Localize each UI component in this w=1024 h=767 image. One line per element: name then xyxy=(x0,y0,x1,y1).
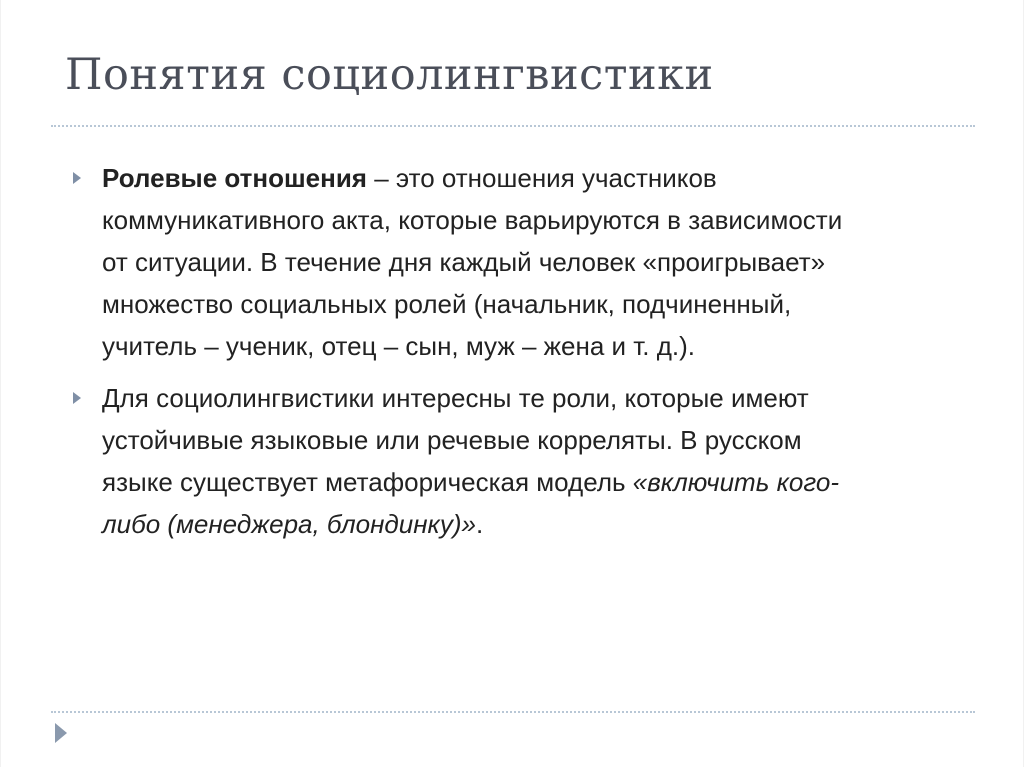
bullet-term: Ролевые отношения xyxy=(102,163,367,193)
bullet-list xyxy=(73,157,873,555)
bullet-text: Для социолингвистики интересны те роли, которые имеют устойчивые языковые или речевые корреляты. В русском языке существует метафорическая модель xyxy=(102,383,809,497)
triangle-bullet-icon xyxy=(73,392,81,404)
bullet-item-sociolinguistics-roles xyxy=(73,377,873,545)
title-divider xyxy=(51,125,975,127)
bullet-tail: . xyxy=(475,509,484,539)
bullet-example: «включить кого-либо (менеджера, блондинку)» xyxy=(102,467,839,539)
footer-divider xyxy=(51,711,975,713)
next-slide-arrow-icon[interactable] xyxy=(55,723,67,743)
bullet-text: – это отношения участников коммуникативного акта, которые варьируются в зависимости от ситуации. В течение дня каждый человек «проигрывает» множество социальных ролей (начальник, подчиненный, учитель – ученик, отец – сын, муж – жена и т. д.). xyxy=(102,163,843,361)
slide-title: Понятия социолингвистики xyxy=(65,50,714,100)
bullet-item-role-relations xyxy=(73,157,873,367)
triangle-bullet-icon xyxy=(73,172,81,184)
